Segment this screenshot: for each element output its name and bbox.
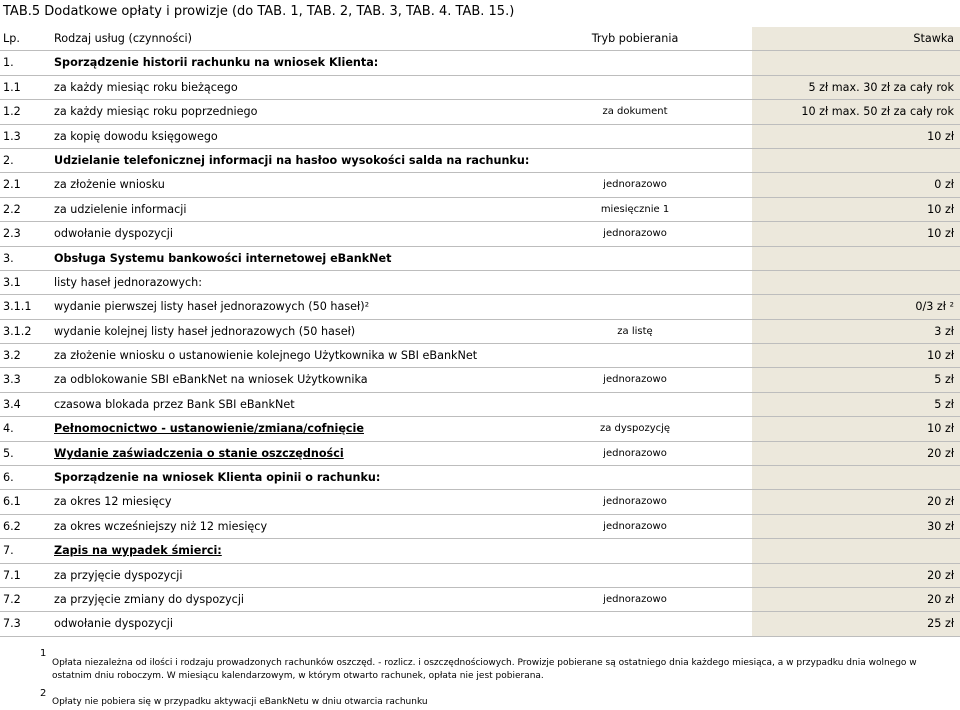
row-rate: 0 zł	[934, 178, 954, 192]
row-name: za okres 12 miesięcy	[54, 495, 172, 509]
row-lp: 7.2	[3, 592, 21, 606]
row-lp: 5.	[3, 446, 14, 460]
row-mode: za listę	[617, 325, 653, 337]
row-rate: 20 zł	[927, 592, 954, 606]
row-lp: 1.1	[3, 80, 21, 94]
row-rate: 20 zł	[927, 495, 954, 509]
row-rate: 5 zł max. 30 zł za cały rok	[808, 80, 954, 94]
row-rate: 30 zł	[927, 519, 954, 533]
row-lp: 3.	[3, 251, 14, 265]
table-row	[0, 612, 960, 636]
row-name: za każdy miesiąc roku poprzedniego	[54, 105, 258, 119]
row-mode: jednorazowo	[603, 496, 667, 508]
table-row	[0, 271, 960, 295]
row-lp: 3.4	[3, 397, 21, 411]
row-name: za przyjęcie dyspozycji	[54, 568, 183, 582]
footnote-2-mark: 2	[40, 688, 47, 699]
row-mode: za dokument	[602, 106, 668, 118]
row-name: za okres wcześniejszy niż 12 miesięcy	[54, 519, 268, 533]
table-row	[0, 588, 960, 612]
footnote-1-mark: 1	[40, 648, 47, 659]
row-lp: 1.2	[3, 105, 21, 119]
rate-column-shade	[752, 539, 960, 562]
table-row	[0, 320, 960, 344]
row-name: za udzielenie informacji	[54, 202, 187, 216]
table-row	[0, 198, 960, 222]
row-lp: 7.3	[3, 617, 21, 631]
table-row	[0, 515, 960, 539]
row-lp: 7.	[3, 544, 14, 558]
rate-column-shade	[752, 320, 960, 343]
table-row	[0, 368, 960, 392]
row-mode: jednorazowo	[603, 374, 667, 386]
row-mode: jednorazowo	[603, 179, 667, 191]
table-row	[0, 100, 960, 124]
table-row	[0, 149, 960, 173]
row-rate: 0/3 zł ²	[915, 300, 954, 314]
table-row	[0, 564, 960, 588]
rate-column-shade	[752, 393, 960, 416]
table-row	[0, 442, 960, 466]
row-lp: 3.1.2	[3, 324, 32, 338]
row-mode: jednorazowo	[603, 593, 667, 605]
row-lp: 3.1.1	[3, 300, 32, 314]
header-lp: Lp.	[3, 32, 20, 45]
row-lp: 7.1	[3, 568, 21, 582]
rate-column-shade	[752, 368, 960, 391]
table-row	[0, 344, 960, 368]
row-rate: 5 zł	[934, 373, 954, 387]
row-name: odwołanie dyspozycji	[54, 617, 173, 631]
rate-column-shade	[752, 466, 960, 489]
row-rate: 20 zł	[927, 446, 954, 460]
row-lp: 3.1	[3, 275, 21, 289]
row-rate: 3 zł	[934, 324, 954, 338]
row-rate: 10 zł	[927, 227, 954, 241]
row-rate: 10 zł	[927, 129, 954, 143]
table-row	[0, 539, 960, 563]
header-rate: Stawka	[913, 32, 954, 45]
row-name: za odblokowanie SBI eBankNet na wniosek Użytkownika	[54, 373, 368, 387]
row-mode: jednorazowo	[603, 228, 667, 240]
table-row	[0, 490, 960, 514]
table-row	[0, 173, 960, 197]
row-name: Obsługa Systemu bankowości internetowej eBankNet	[54, 251, 392, 265]
row-name: Pełnomocnictwo - ustanowienie/zmiana/cofnięcie	[54, 422, 364, 436]
footnote-1: Opłata niezależna od ilości i rodzaju prowadzonych rachunków oszczęd. - rozlicz. i oszczędnościowych. Prowizje pobierane są ostatniego dnia każdego miesiąca, a w przypadku dnia wolnego w ostatnim dniu roboczym. W miesiącu kalendarzowym, w którym otwarto rachunek, opłata nie jest pobierana.	[52, 658, 917, 681]
fees-table	[0, 27, 960, 637]
table-row	[0, 51, 960, 75]
row-lp: 2.1	[3, 178, 21, 192]
table-row	[0, 222, 960, 246]
row-lp: 3.3	[3, 373, 21, 387]
row-name: za złożenie wniosku	[54, 178, 165, 192]
table-body	[0, 51, 960, 636]
row-rate: 10 zł	[927, 422, 954, 436]
row-name: za kopię dowodu księgowego	[54, 129, 218, 143]
row-name: Wydanie zaświadczenia o stanie oszczędności	[54, 446, 344, 460]
row-rate: 5 zł	[934, 397, 954, 411]
row-rate: 10 zł	[927, 202, 954, 216]
row-lp: 6.	[3, 471, 14, 485]
row-name: za złożenie wniosku o ustanowienie kolejnego Użytkownika w SBI eBankNet	[54, 349, 478, 363]
row-name: Udzielanie telefonicznej informacji na hasłoo wysokości salda na rachunku:	[54, 153, 530, 167]
row-name: za każdy miesiąc roku bieżącego	[54, 80, 238, 94]
table-header	[0, 27, 960, 51]
row-lp: 2.3	[3, 227, 21, 241]
row-lp: 3.2	[3, 349, 21, 363]
row-name: Sporządzenie historii rachunku na wniosek Klienta:	[54, 56, 379, 70]
row-lp: 2.2	[3, 202, 21, 216]
rate-column-shade	[752, 271, 960, 294]
row-name: odwołanie dyspozycji	[54, 227, 173, 241]
rate-column-shade	[752, 173, 960, 196]
row-name: wydanie pierwszej listy haseł jednorazowych (50 haseł)²	[54, 300, 370, 314]
table-row	[0, 247, 960, 271]
row-rate: 10 zł max. 50 zł za cały rok	[801, 105, 954, 119]
header-name: Rodzaj usług (czynności)	[54, 32, 192, 45]
rate-column-shade	[752, 247, 960, 270]
table-title: TAB.5 Dodatkowe opłaty i prowizje (do TAB. 1, TAB. 2, TAB. 3, TAB. 4. TAB. 15.)	[3, 4, 515, 19]
table-row	[0, 76, 960, 100]
row-name: za przyjęcie zmiany do dyspozycji	[54, 592, 245, 606]
row-lp: 6.2	[3, 519, 21, 533]
rate-column-shade	[752, 149, 960, 172]
row-lp: 1.3	[3, 129, 21, 143]
table-row	[0, 125, 960, 149]
row-lp: 2.	[3, 153, 14, 167]
footnote-2: Opłaty nie pobiera się w przypadku aktywacji eBankNetu w dniu otwarcia rachunku	[52, 697, 428, 707]
row-rate: 20 zł	[927, 568, 954, 582]
row-name: wydanie kolejnej listy haseł jednorazowych (50 haseł)	[54, 324, 356, 338]
header-mode: Tryb pobierania	[591, 32, 679, 45]
table-row	[0, 417, 960, 441]
row-name: listy haseł jednorazowych:	[54, 275, 202, 289]
table-row	[0, 466, 960, 490]
table-row	[0, 295, 960, 319]
row-rate: 25 zł	[927, 617, 954, 631]
row-lp: 4.	[3, 422, 14, 436]
rate-column-shade	[752, 51, 960, 74]
row-rate: 10 zł	[927, 349, 954, 363]
row-lp: 1.	[3, 56, 14, 70]
row-lp: 6.1	[3, 495, 21, 509]
row-mode: za dyspozycję	[599, 423, 671, 435]
row-name: czasowa blokada przez Bank SBI eBankNet	[54, 397, 295, 411]
row-name: Sporządzenie na wniosek Klienta opinii o rachunku:	[54, 471, 381, 485]
row-mode: jednorazowo	[603, 447, 667, 459]
row-mode: jednorazowo	[603, 520, 667, 532]
table-row	[0, 393, 960, 417]
row-name: Zapis na wypadek śmierci:	[54, 544, 222, 558]
row-mode: miesięcznie 1	[600, 203, 670, 215]
